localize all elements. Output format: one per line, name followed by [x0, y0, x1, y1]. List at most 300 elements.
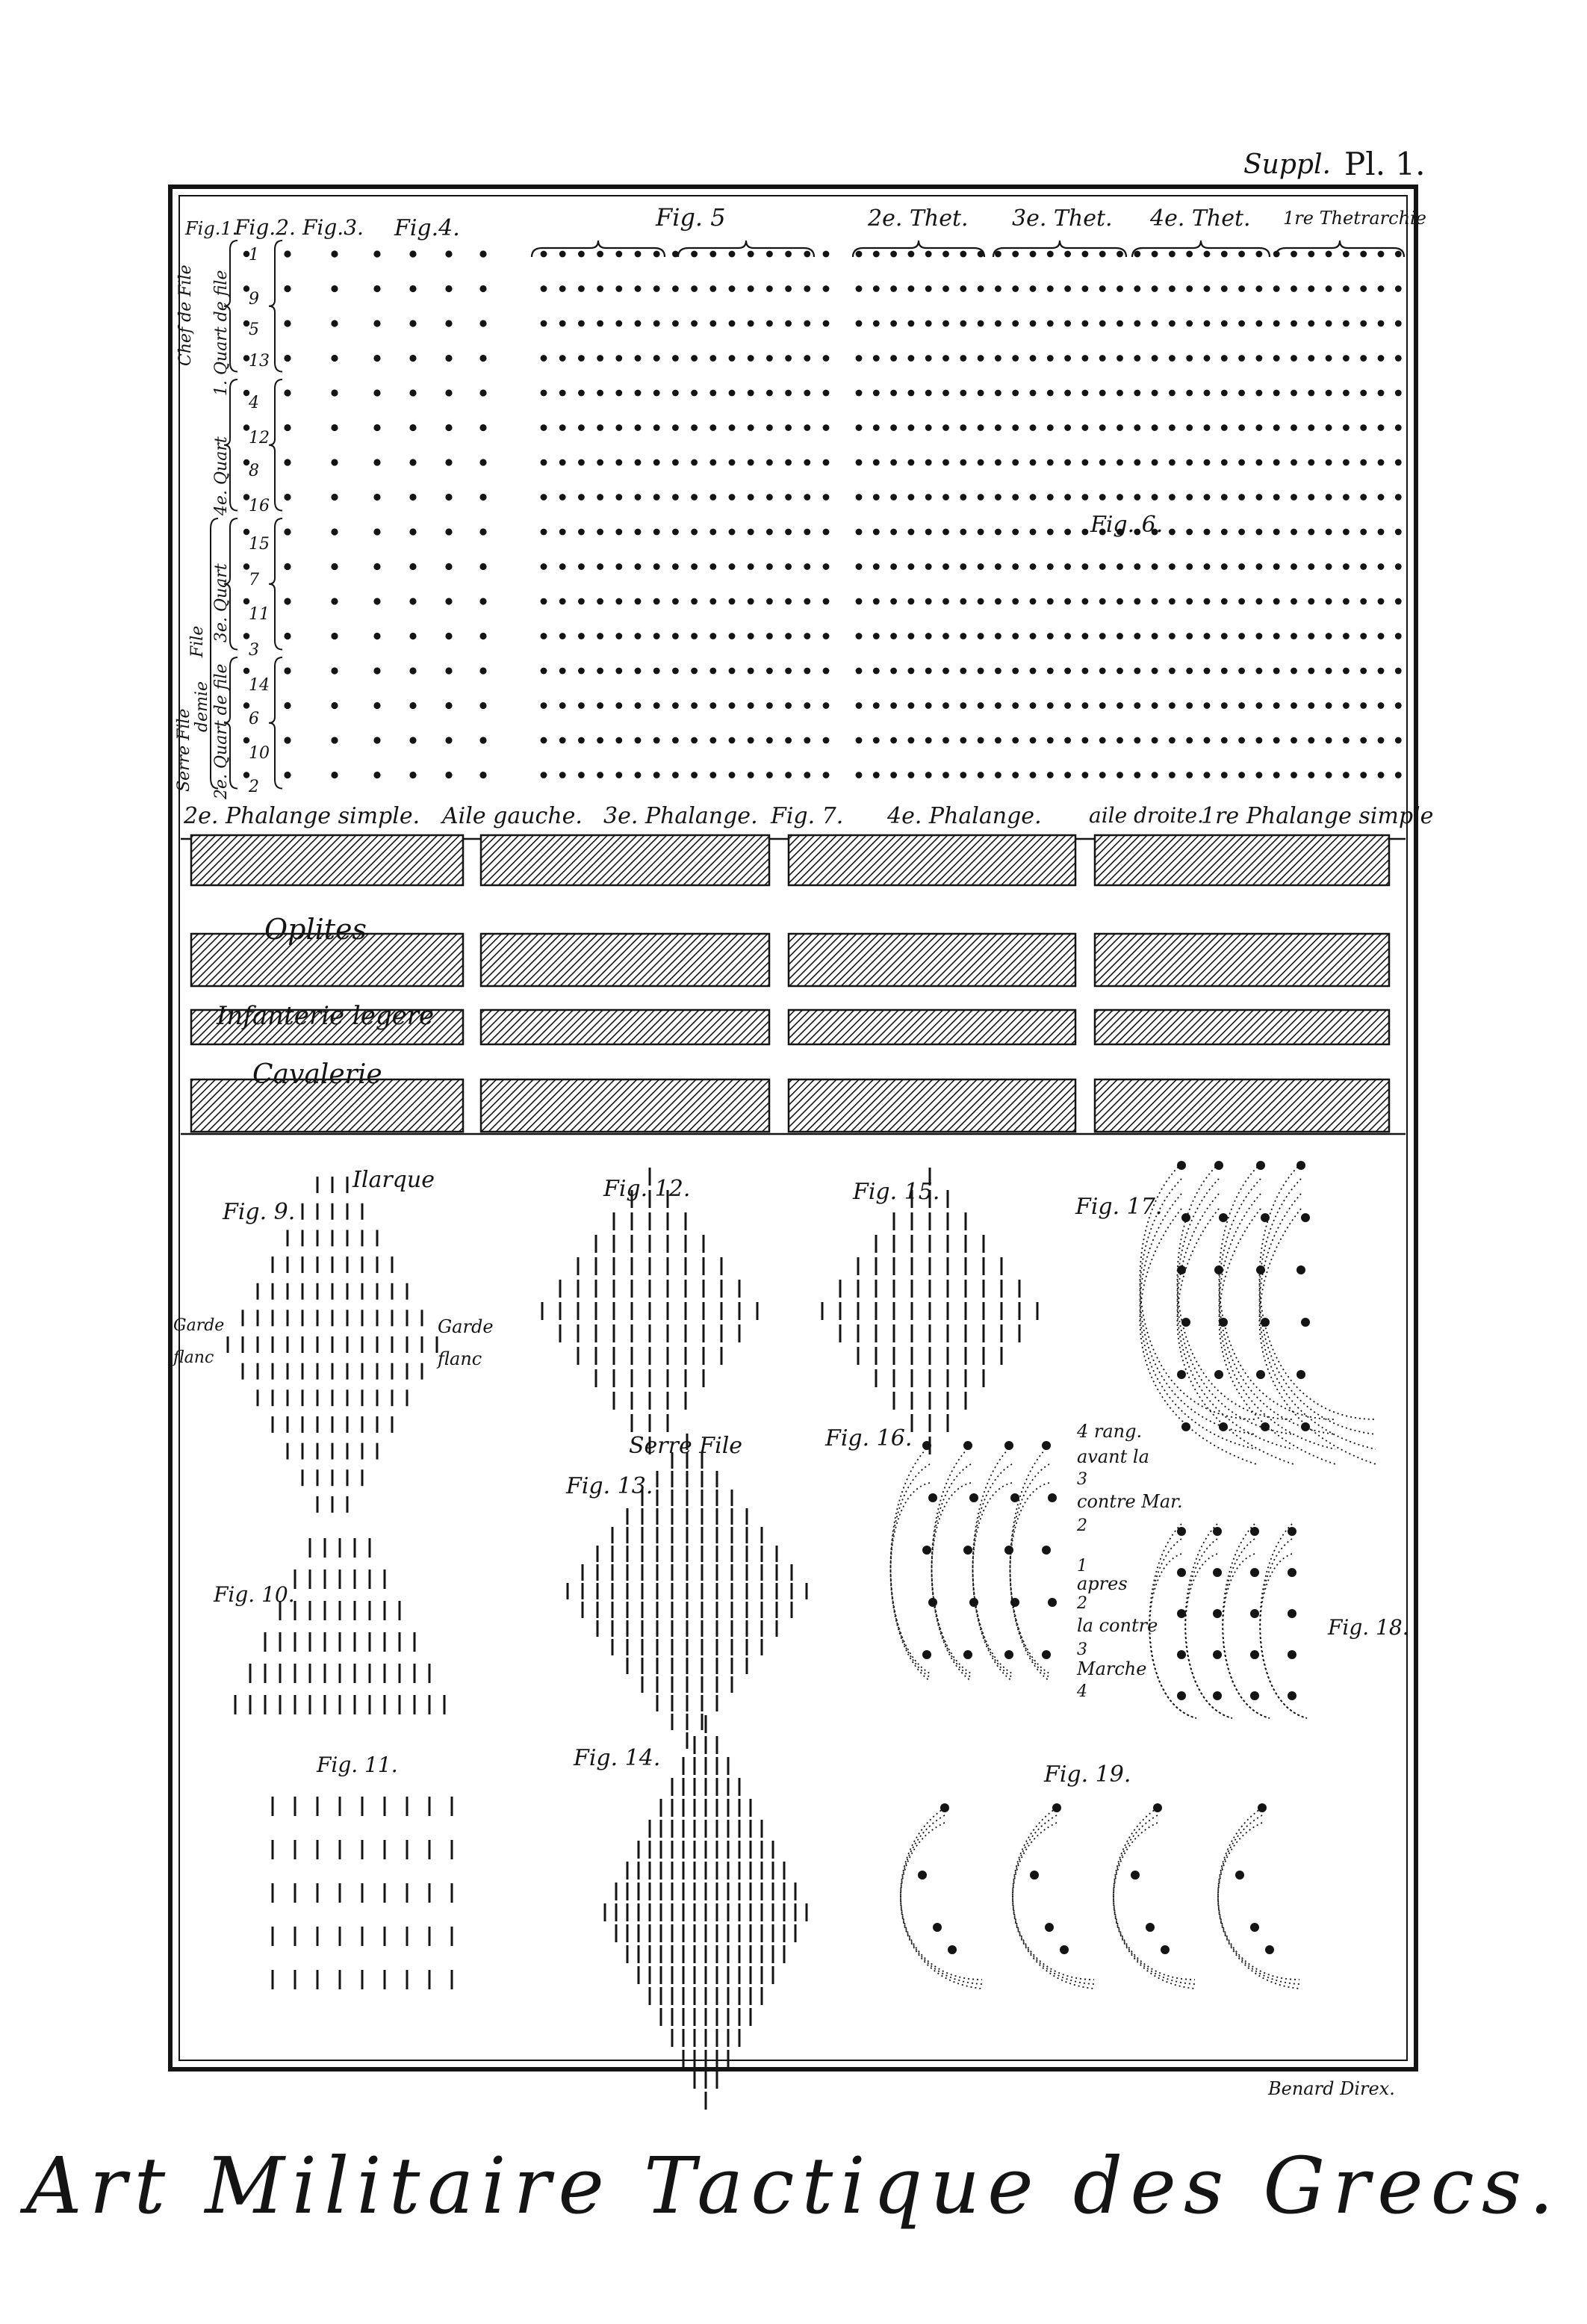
soldier-dot — [1204, 633, 1211, 639]
soldier-dot — [541, 424, 547, 431]
phalanx-bar — [481, 934, 769, 986]
soldier-dot — [541, 529, 547, 536]
soldier-dot — [873, 668, 880, 675]
soldier-dot — [908, 702, 915, 709]
side-label-3e-quart: 3e. Quart — [212, 563, 231, 642]
soldier-dot — [373, 772, 380, 778]
soldier-dot — [653, 251, 660, 258]
phalanx-label-aile-droite: aile droite. — [1089, 803, 1204, 828]
soldier-dot — [1256, 355, 1263, 362]
soldier-dot — [978, 737, 984, 744]
soldier-dot — [1291, 424, 1297, 431]
file-number: 7 — [249, 571, 259, 589]
soldier-dot — [873, 772, 880, 778]
soldier-dot — [1291, 529, 1297, 536]
soldier-dot — [409, 702, 416, 709]
soldier-dot — [409, 528, 416, 535]
soldier-dot — [578, 285, 585, 292]
march-path — [932, 1464, 972, 1677]
soldier-dot — [1238, 390, 1245, 397]
soldier-dot — [672, 251, 679, 258]
soldier-dot — [1169, 285, 1176, 292]
soldier-dot — [748, 320, 754, 327]
soldier-dot — [635, 563, 642, 570]
soldier-dot — [373, 633, 380, 639]
soldier-dot — [597, 251, 603, 258]
soldier-dot — [748, 355, 754, 362]
label-ilarque: Ilarque — [353, 1167, 435, 1193]
soldier-dot — [1308, 598, 1314, 605]
soldier-dot — [479, 667, 486, 674]
phalanx-bar — [481, 835, 769, 885]
soldier-dot — [541, 355, 547, 362]
march-path — [1185, 1539, 1232, 1718]
soldier-dot — [978, 772, 984, 778]
soldier-dot — [908, 459, 915, 466]
soldier-dot — [672, 355, 679, 362]
file-number: 9 — [249, 290, 259, 309]
soldier-dot — [1378, 459, 1385, 466]
soldier-dot — [479, 737, 486, 743]
phalanx-bar — [1095, 1010, 1389, 1044]
soldier-dot — [729, 320, 736, 327]
soldier-dot — [1117, 668, 1123, 675]
soldier-dot — [1395, 285, 1402, 292]
soldier-dot — [890, 633, 897, 639]
file-leader-dot — [1265, 1945, 1274, 1954]
soldier-dot — [1152, 772, 1158, 778]
soldier-dot — [1395, 355, 1402, 362]
soldier-dot — [1099, 459, 1106, 466]
soldier-dot — [653, 529, 660, 536]
soldier-dot — [1082, 563, 1089, 570]
soldier-dot — [1204, 772, 1211, 778]
file-dot — [243, 598, 249, 604]
soldier-dot — [373, 459, 380, 465]
soldier-dot — [1238, 529, 1245, 536]
soldier-dot — [1378, 285, 1385, 292]
soldier-dot — [1012, 702, 1019, 709]
soldier-dot — [1395, 424, 1402, 431]
file-dot — [243, 668, 249, 674]
soldier-dot — [331, 737, 338, 743]
file-leader-dot — [1219, 1213, 1228, 1222]
soldier-dot — [635, 668, 642, 675]
phalanx-label-aile-gauche: Aile gauche. — [442, 803, 583, 829]
soldier-dot — [1395, 737, 1402, 744]
soldier-dot — [1047, 633, 1054, 639]
soldier-dot — [672, 459, 679, 466]
soldier-dot — [1099, 251, 1106, 258]
file-leader-dot — [922, 1650, 931, 1659]
soldier-dot — [1064, 251, 1071, 258]
soldier-dot — [1326, 737, 1332, 744]
quarter-brace — [269, 241, 282, 372]
soldier-dot — [331, 772, 338, 778]
soldier-dot — [785, 702, 792, 709]
soldier-dot — [1326, 529, 1332, 536]
soldier-dot — [1238, 320, 1245, 327]
soldier-dot — [890, 772, 897, 778]
soldier-dot — [1360, 390, 1367, 397]
soldier-dot — [373, 355, 380, 362]
soldier-dot — [409, 772, 416, 778]
soldier-dot — [1378, 702, 1385, 709]
soldier-dot — [1256, 251, 1263, 258]
soldier-dot — [1047, 598, 1054, 605]
soldier-dot — [804, 737, 810, 744]
soldier-dot — [445, 737, 452, 743]
soldier-dot — [691, 598, 698, 605]
soldier-dot — [785, 668, 792, 675]
soldier-dot — [1082, 285, 1089, 292]
soldier-dot — [1152, 320, 1158, 327]
soldier-dot — [1308, 737, 1314, 744]
soldier-dot — [653, 702, 660, 709]
soldier-dot — [1291, 390, 1297, 397]
soldier-dot — [709, 772, 716, 778]
soldier-dot — [1360, 633, 1367, 639]
file-leader-dot — [1052, 1803, 1061, 1812]
soldier-dot — [1343, 737, 1350, 744]
soldier-dot — [479, 633, 486, 639]
soldier-dot — [445, 459, 452, 465]
march-path — [1218, 1808, 1299, 1980]
soldier-dot — [541, 459, 547, 466]
soldier-dot — [1308, 251, 1314, 258]
soldier-dot — [1308, 772, 1314, 778]
soldier-dot — [479, 320, 486, 326]
soldier-dot — [748, 702, 754, 709]
soldier-dot — [995, 598, 1001, 605]
soldier-dot — [804, 668, 810, 675]
soldier-dot — [1117, 390, 1123, 397]
soldier-dot — [942, 702, 949, 709]
soldier-dot — [995, 424, 1001, 431]
soldier-dot — [615, 390, 622, 397]
soldier-dot — [1082, 633, 1089, 639]
soldier-dot — [823, 251, 830, 258]
soldier-dot — [1152, 702, 1158, 709]
soldier-dot — [578, 529, 585, 536]
soldier-dot — [766, 529, 773, 536]
soldier-dot — [908, 633, 915, 639]
soldier-dot — [479, 528, 486, 535]
soldier-dot — [925, 633, 932, 639]
soldier-dot — [691, 494, 698, 501]
soldier-dot — [1326, 459, 1332, 466]
soldier-dot — [672, 563, 679, 570]
soldier-dot — [1238, 355, 1245, 362]
soldier-dot — [1047, 390, 1054, 397]
soldier-dot — [479, 494, 486, 501]
soldier-dot — [445, 563, 452, 570]
soldier-dot — [1221, 251, 1228, 258]
soldier-dot — [925, 390, 932, 397]
countermarch-paths — [891, 1161, 1376, 1989]
label-fig14: Fig. 14. — [574, 1745, 661, 1771]
soldier-dot — [823, 529, 830, 536]
file-leader-dot — [963, 1546, 972, 1555]
file-leader-dot — [1250, 1609, 1259, 1618]
soldier-dot — [729, 285, 736, 292]
soldier-dot — [691, 390, 698, 397]
soldier-dot — [578, 251, 585, 258]
soldier-dot — [1326, 772, 1332, 778]
soldier-dot — [1030, 702, 1037, 709]
soldier-dot — [1256, 737, 1263, 744]
soldier-dot — [766, 598, 773, 605]
soldier-dot — [1134, 424, 1140, 431]
file-leader-dot — [1288, 1527, 1296, 1536]
file-leader-dot — [918, 1871, 927, 1880]
march-path — [1223, 1554, 1270, 1718]
soldier-dot — [785, 598, 792, 605]
soldier-dot — [597, 772, 603, 778]
soldier-dot — [1186, 598, 1193, 605]
soldier-dot — [785, 424, 792, 431]
soldier-dot — [856, 702, 863, 709]
soldier-dot — [766, 702, 773, 709]
soldier-dot — [1082, 251, 1089, 258]
soldier-dot — [479, 250, 486, 257]
soldier-dot — [445, 772, 452, 778]
soldier-dot — [331, 528, 338, 535]
soldier-dot — [873, 390, 880, 397]
soldier-dot — [995, 702, 1001, 709]
soldier-dot — [479, 772, 486, 778]
march-path — [1219, 1164, 1335, 1419]
march-path — [1223, 1539, 1270, 1718]
soldier-dot — [1169, 494, 1176, 501]
soldier-dot — [559, 702, 566, 709]
soldier-dot — [1221, 772, 1228, 778]
march-path — [932, 1445, 972, 1673]
soldier-dot — [615, 772, 622, 778]
soldier-dot — [409, 459, 416, 465]
soldier-dot — [1134, 390, 1140, 397]
soldier-dot — [942, 563, 949, 570]
soldier-dot — [1395, 251, 1402, 258]
soldier-dot — [873, 285, 880, 292]
soldier-dot — [1204, 355, 1211, 362]
soldier-dot — [856, 251, 863, 258]
soldier-dot — [1343, 529, 1350, 536]
soldier-dot — [559, 251, 566, 258]
soldier-dot — [559, 633, 566, 639]
soldier-dot — [284, 250, 291, 257]
soldier-dot — [635, 424, 642, 431]
soldier-dot — [1238, 563, 1245, 570]
soldier-dot — [1326, 251, 1332, 258]
soldier-dot — [1099, 494, 1106, 501]
soldier-dot — [1012, 251, 1019, 258]
soldier-dot — [1221, 529, 1228, 536]
march-path — [1259, 1164, 1376, 1419]
soldier-dot — [890, 285, 897, 292]
march-path — [1259, 1209, 1376, 1464]
label-fig4: Fig.4. — [394, 215, 460, 241]
soldier-dot — [1186, 424, 1193, 431]
soldier-dot — [1012, 355, 1019, 362]
soldier-dot — [1064, 772, 1071, 778]
file-number: 2 — [249, 778, 259, 796]
soldier-dot — [1204, 563, 1211, 570]
soldier-dot — [1256, 320, 1263, 327]
soldier-dot — [873, 494, 880, 501]
soldier-dot — [729, 633, 736, 639]
soldier-dot — [1099, 355, 1106, 362]
soldier-dot — [479, 389, 486, 396]
soldier-dot — [1273, 390, 1280, 397]
soldier-dot — [1099, 563, 1106, 570]
soldier-dot — [284, 737, 291, 743]
file-leader-dot — [1301, 1422, 1310, 1431]
soldier-dot — [785, 563, 792, 570]
soldier-dot — [541, 772, 547, 778]
soldier-dot — [995, 251, 1001, 258]
soldier-dot — [1360, 320, 1367, 327]
soldier-dot — [1064, 598, 1071, 605]
soldier-dot — [672, 529, 679, 536]
soldier-dot — [890, 494, 897, 501]
soldier-dot — [978, 702, 984, 709]
soldier-dot — [873, 251, 880, 258]
soldier-dot — [1012, 737, 1019, 744]
soldier-dot — [409, 737, 416, 743]
soldier-dot — [995, 668, 1001, 675]
soldier-dot — [1256, 702, 1263, 709]
formation-grid-dots — [181, 241, 1406, 1134]
file-number: 13 — [249, 352, 270, 371]
soldier-dot — [1308, 494, 1314, 501]
soldier-dot — [766, 563, 773, 570]
soldier-dot — [1378, 355, 1385, 362]
soldier-dot — [1308, 563, 1314, 570]
soldier-dot — [691, 320, 698, 327]
soldier-dot — [1186, 320, 1193, 327]
soldier-dot — [541, 702, 547, 709]
soldier-dot — [578, 598, 585, 605]
soldier-dot — [1012, 633, 1019, 639]
soldier-dot — [1064, 459, 1071, 466]
file-leader-dot — [1213, 1650, 1222, 1659]
soldier-dot — [1204, 494, 1211, 501]
phalanx-label-fig7: Fig. 7. — [771, 803, 844, 829]
soldier-dot — [479, 702, 486, 709]
soldier-dot — [1152, 737, 1158, 744]
soldier-dot — [995, 355, 1001, 362]
soldier-dot — [1273, 529, 1280, 536]
soldier-dot — [597, 737, 603, 744]
soldier-dot — [960, 737, 966, 744]
soldier-dot — [284, 667, 291, 674]
soldier-dot — [615, 633, 622, 639]
side-label-serre-file: Serre File — [175, 708, 193, 792]
soldier-dot — [873, 737, 880, 744]
soldier-dot — [1030, 424, 1037, 431]
soldier-dot — [785, 251, 792, 258]
file-leader-dot — [1250, 1691, 1259, 1700]
soldier-dot — [635, 737, 642, 744]
label-serre-file: Serre File — [629, 1433, 743, 1459]
soldier-dot — [1099, 320, 1106, 327]
soldier-dot — [1012, 668, 1019, 675]
soldier-dot — [1360, 772, 1367, 778]
soldier-dot — [691, 251, 698, 258]
row-label-cavalerie: Cavalerie — [252, 1059, 382, 1090]
soldier-dot — [890, 355, 897, 362]
soldier-dot — [1099, 390, 1106, 397]
soldier-dot — [873, 459, 880, 466]
file-leader-dot — [928, 1493, 937, 1502]
soldier-dot — [1378, 390, 1385, 397]
soldier-dot — [890, 702, 897, 709]
soldier-dot — [1099, 598, 1106, 605]
fig16-note: 3 — [1077, 1470, 1087, 1489]
fig16-note: 2 — [1077, 1594, 1087, 1613]
phalanx-label-3e: 3e. Phalange. — [603, 803, 758, 829]
label-fig10: Fig. 10. — [214, 1582, 295, 1607]
soldier-dot — [1256, 563, 1263, 570]
soldier-dot — [873, 633, 880, 639]
file-leader-dot — [1177, 1568, 1186, 1577]
soldier-dot — [766, 737, 773, 744]
soldier-dot — [1395, 459, 1402, 466]
soldier-dot — [995, 563, 1001, 570]
march-path — [1177, 1164, 1293, 1419]
soldier-dot — [1343, 355, 1350, 362]
soldier-dot — [691, 563, 698, 570]
soldier-dot — [1256, 494, 1263, 501]
soldier-dot — [653, 494, 660, 501]
soldier-dot — [785, 459, 792, 466]
soldier-dot — [1186, 390, 1193, 397]
soldier-dot — [1030, 355, 1037, 362]
fig5-braces — [532, 241, 1404, 257]
soldier-dot — [1012, 424, 1019, 431]
soldier-dot — [1030, 285, 1037, 292]
soldier-dot — [1238, 633, 1245, 639]
soldier-dot — [823, 563, 830, 570]
march-path — [1010, 1483, 1050, 1681]
soldier-dot — [978, 598, 984, 605]
soldier-dot — [995, 633, 1001, 639]
soldier-dot — [559, 529, 566, 536]
soldier-dot — [615, 251, 622, 258]
soldier-dot — [709, 598, 716, 605]
soldier-dot — [729, 424, 736, 431]
march-path — [1260, 1554, 1307, 1718]
soldier-dot — [1204, 598, 1211, 605]
soldier-dot — [1134, 355, 1140, 362]
file-leader-dot — [1301, 1318, 1310, 1327]
soldier-dot — [1186, 285, 1193, 292]
soldier-dot — [409, 355, 416, 362]
soldier-dot — [1134, 598, 1140, 605]
soldier-dot — [1204, 459, 1211, 466]
soldier-dot — [1064, 668, 1071, 675]
soldier-dot — [1030, 390, 1037, 397]
soldier-dot — [1256, 424, 1263, 431]
soldier-dot — [1186, 737, 1193, 744]
soldier-dot — [597, 459, 603, 466]
soldier-dot — [925, 772, 932, 778]
file-leader-dot — [1256, 1161, 1265, 1170]
file-leader-dot — [948, 1945, 957, 1954]
soldier-dot — [942, 772, 949, 778]
soldier-dot — [1012, 529, 1019, 536]
